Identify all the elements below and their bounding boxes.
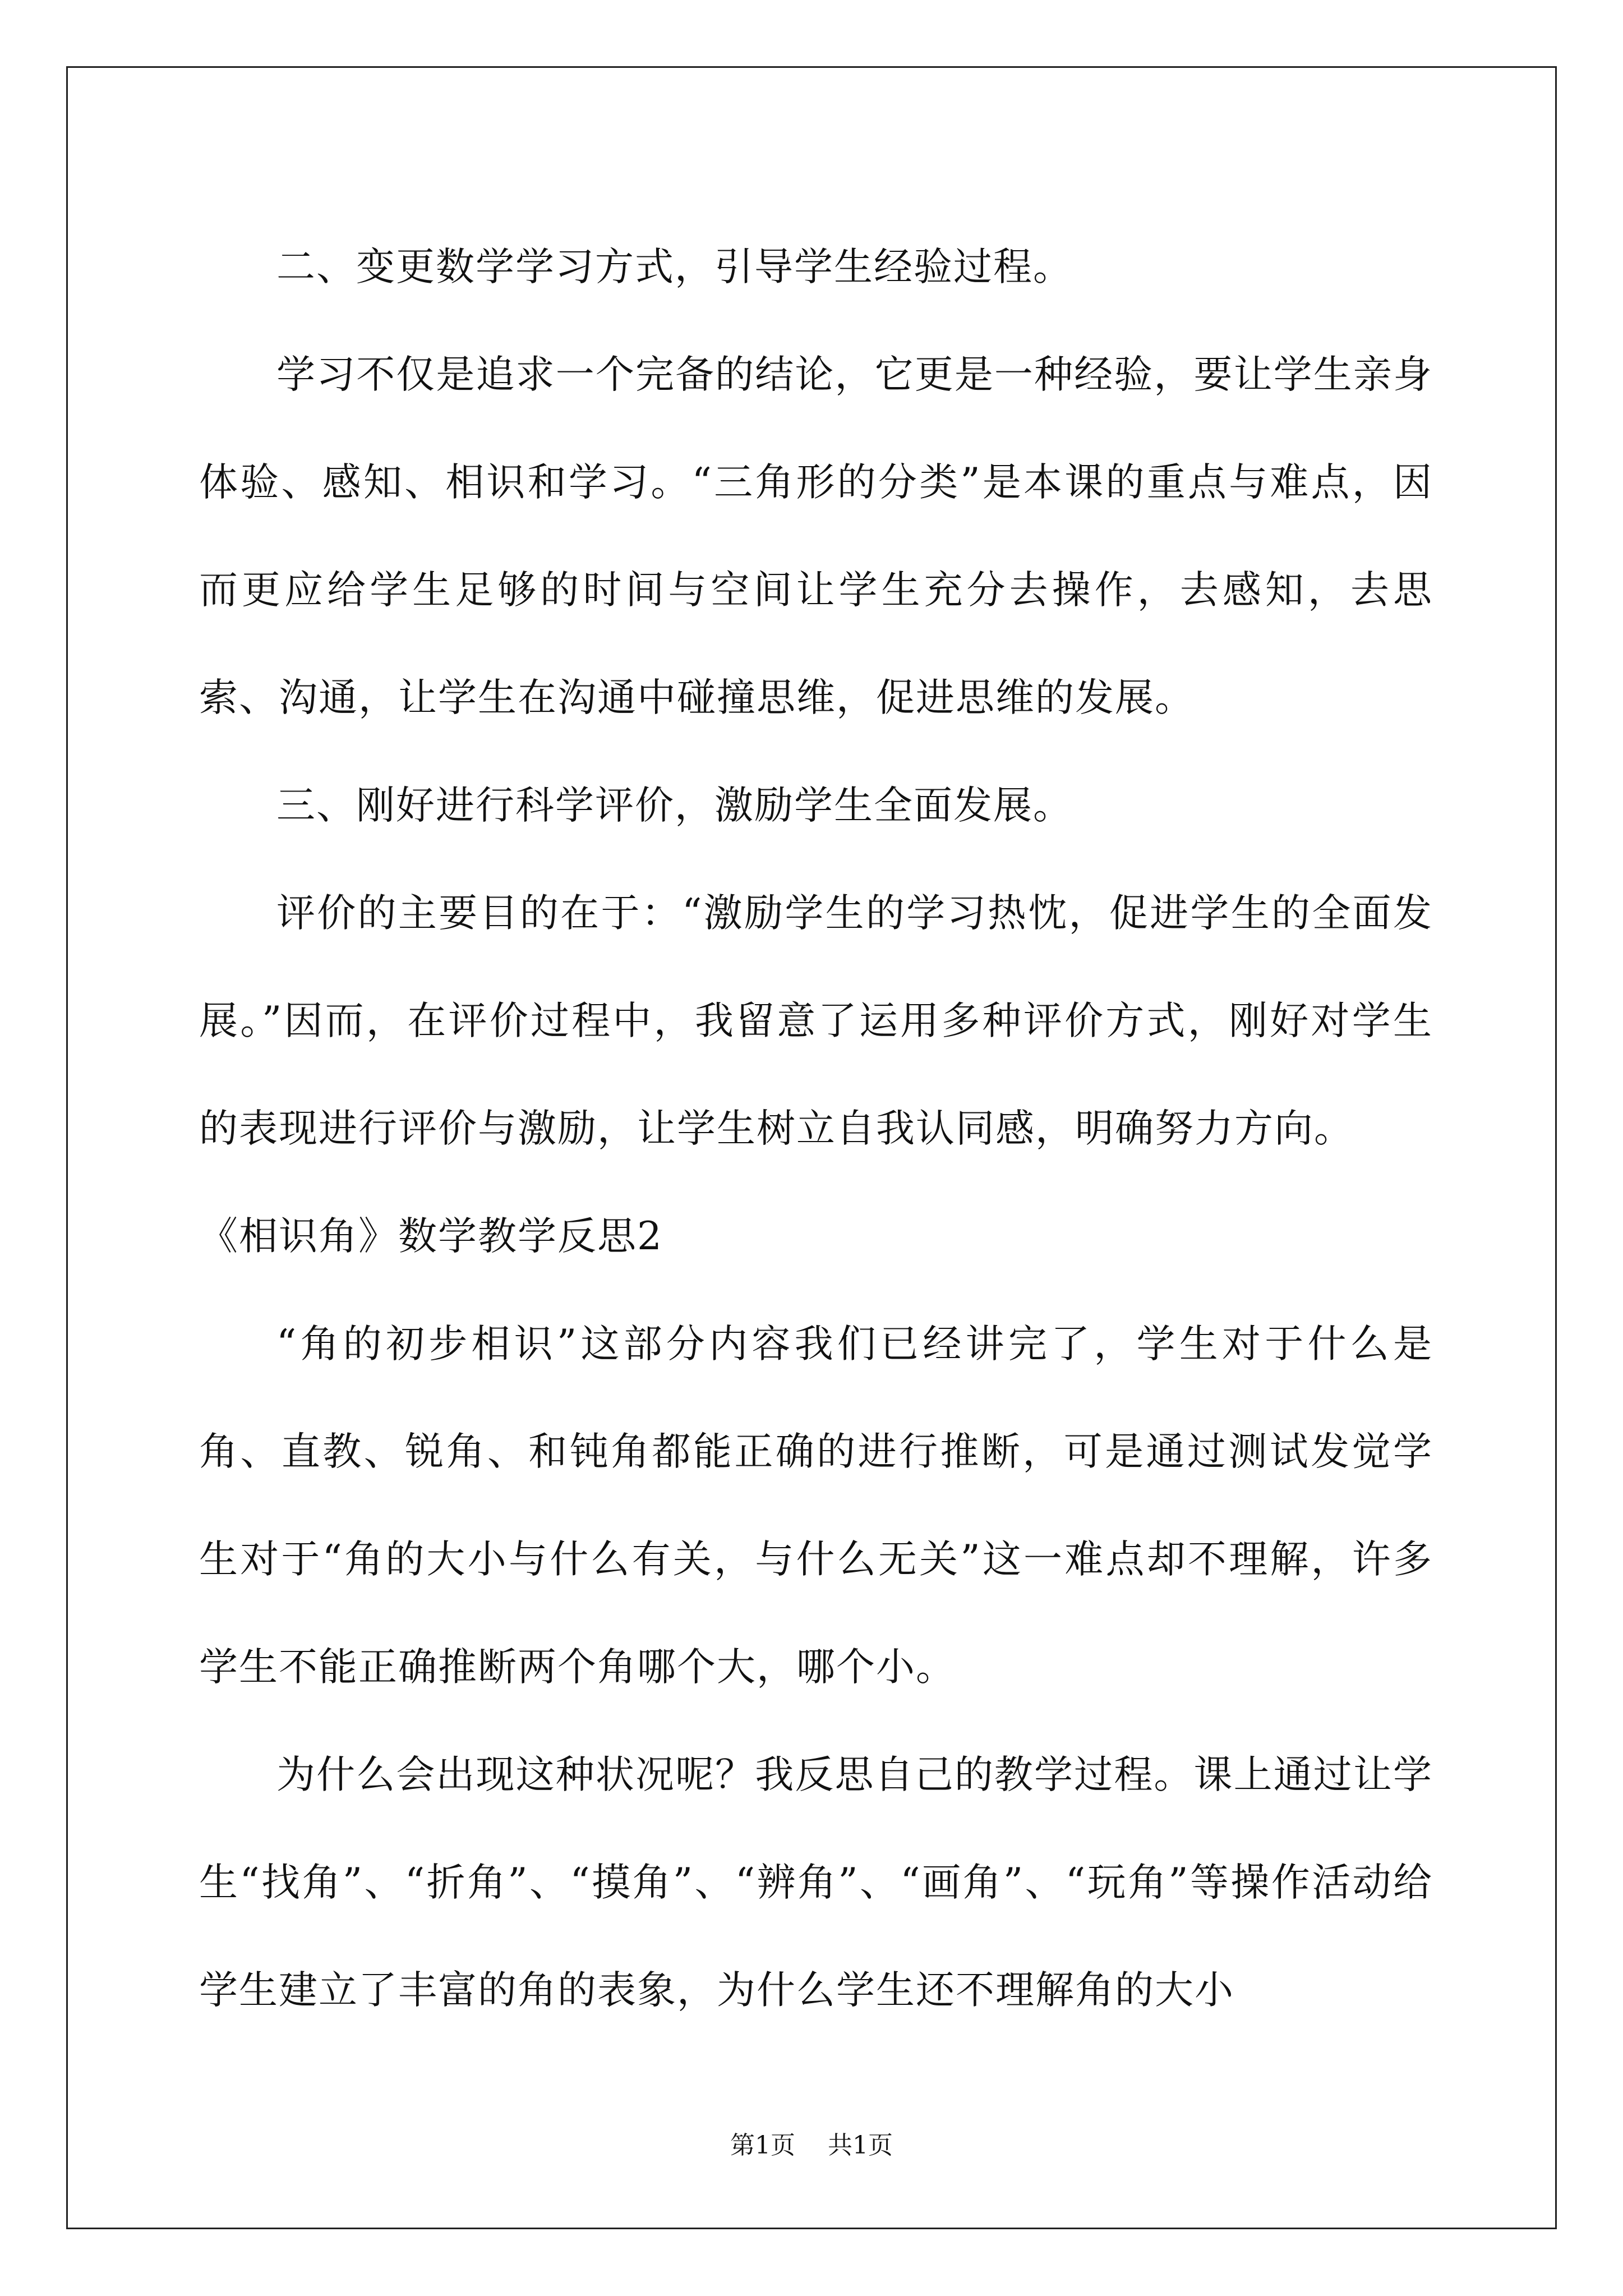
page-number: 第1页 [730, 2131, 795, 2160]
paragraph: 学习不仅是追求一个完备的结论，它更是一种经验，要让学生亲身体验、感知、相识和学习。“三角形的分类”是本课的重点与难点，因而更应给学生足够的时间与空间让学生充分去操作，去感知，去思索、沟通，让学生在沟通中碰撞思维，促进思维的发展。 [199, 352, 1433, 720]
paragraph: 为什么会出现这种状况呢？我反思自己的教学过程。课上通过让学生“找角”、“折角”、“摸角”、“辨角”、“画角”、“玩角”等操作活动给学生建立了丰富的角的表象，为什么学生还不理解角的大小 [199, 1752, 1433, 2013]
page-footer [0, 2129, 1623, 2162]
paragraph: 二、变更数学学习方式，引导学生经验过程。 [276, 245, 1073, 289]
document-body [199, 213, 1433, 2044]
page-total: 共1页 [828, 2131, 893, 2160]
paragraph: “角的初步相识”这部分内容我们已经讲完了，学生对于什么是角、直教、锐角、和钝角都能正确的进行推断，可是通过测试发觉学生对于“角的大小与什么有关，与什么无关”这一难点却不理解，许多学生不能正确推断两个角哪个大，哪个小。 [199, 1322, 1433, 1690]
paragraph: 评价的主要目的在于：“激励学生的学习热忱，促进学生的全面发展。”因而，在评价过程中，我留意了运用多种评价方式，刚好对学生的表现进行评价与激励，让学生树立自我认同感，明确努力方向。 [199, 891, 1433, 1151]
paragraph: 三、刚好进行科学评价，激励学生全面发展。 [276, 783, 1073, 828]
section-title: 《相识角》数学教学反思2 [199, 1214, 663, 1259]
